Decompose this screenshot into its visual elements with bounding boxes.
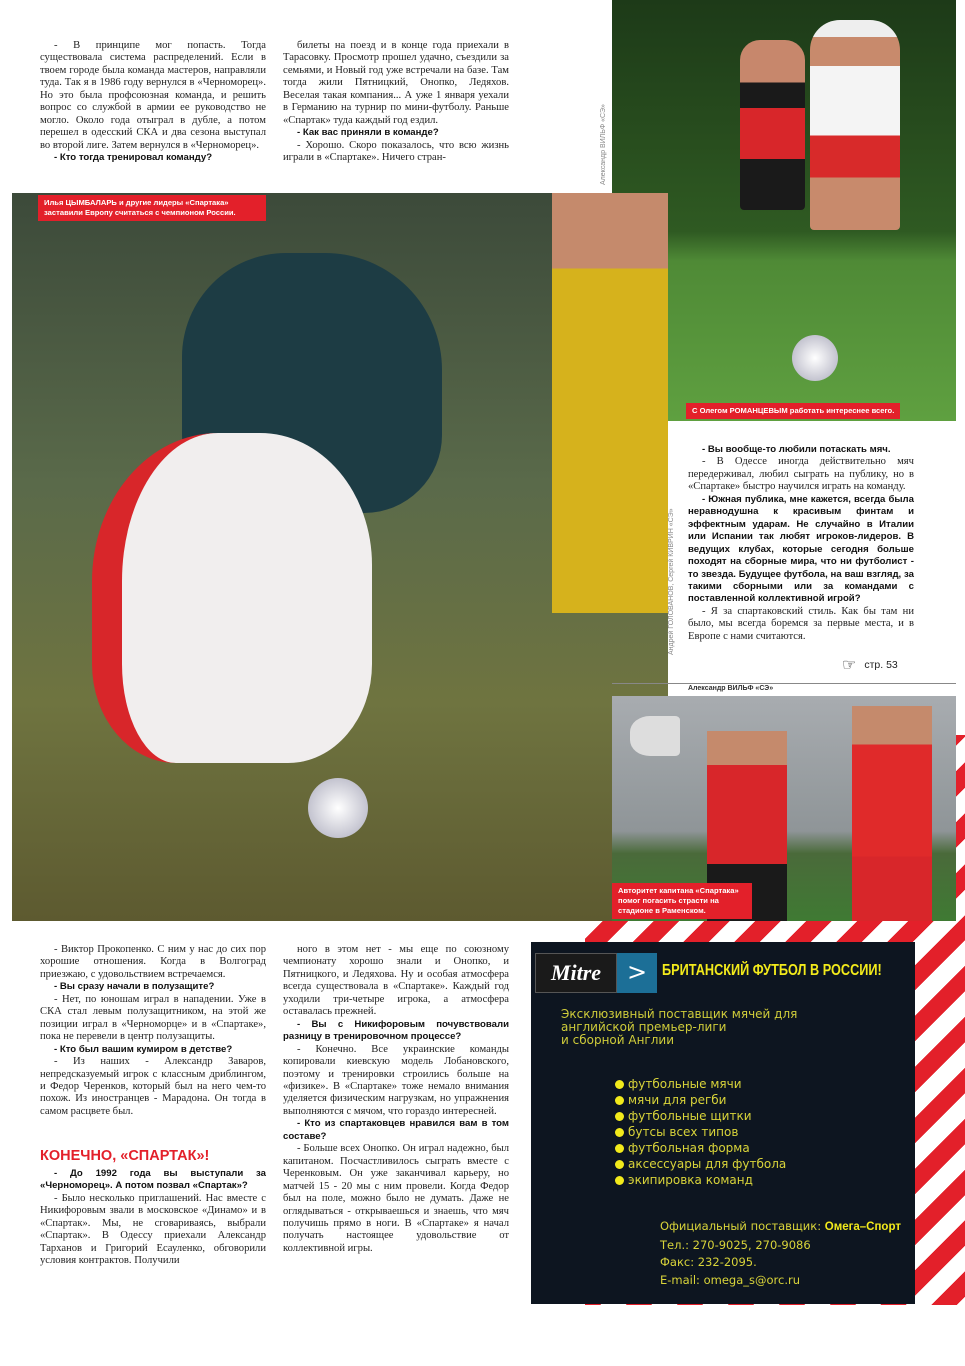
- ball: [792, 335, 838, 381]
- paragraph: билеты на поезд и в конце года приехали в Тарасовку. Просмотр прошел удачно, съездили за семьями, и Новый год уже встречали на базе. Там тогда жили Пятницкий, Онопко, Ледяхов. Веселая такая компания... А уже 1 января уехали в Германию на турнир по мини-футболу. Раньше «Спартак» туда каждый год ездил.: [283, 40, 509, 126]
- continued-page: стр. 53: [864, 659, 898, 671]
- referee-figure: [552, 193, 668, 613]
- list-item: футбольная форма: [615, 1140, 786, 1156]
- list-item: бутсы всех типов: [615, 1124, 786, 1140]
- paragraph: - Хорошо. Скоро показалось, что всю жизнь играли в «Спартаке». Ничего стран-: [283, 139, 509, 164]
- article-column-bottom-2: [283, 944, 509, 1255]
- fax: Факс: 232-2095.: [660, 1255, 757, 1269]
- interview-question: - До 1992 года вы выступали за «Черноморец». А потом позвал «Спартак»?: [40, 1168, 266, 1192]
- interview-question: - Южная публика, мне кажется, всегда была неравнодушна к красивым финтам и эффектным ударам. Не случайно в Италии или Испании так любят игроков-лидеров. В ведущих клубах, которые сегодня больше походят на сборные мира, что ни футболист - то звезда. Будущее футбола, на ваш взгляд, за такими сборными или за командами с поставленной коллективной игрой?: [688, 493, 914, 605]
- paragraph: - Виктор Прокопенко. С ним у нас до сих пор хорошие отношения. Когда в Волгоград приезжаю, с удовольствием встречаемся.: [40, 944, 266, 980]
- article-column-bottom-1: [40, 944, 266, 1118]
- section-heading: КОНЕЧНО, «СПАРТАК»!: [40, 1148, 210, 1164]
- ad-intro: [561, 1008, 797, 1047]
- ad-contact: [660, 1218, 901, 1289]
- email-link[interactable]: E-mail: omega_s@orc.ru: [660, 1272, 800, 1287]
- paragraph: - Было несколько приглашений. Нас вместе с Никифоровым звали в московское «Динамо» и в «Спартак». Мы, не сговариваясь, выбрали «Спартак». В Одессу приехали Александр Тарханов и Григорий Есауленко, обговорили условия контрактов. Получили: [40, 1192, 266, 1267]
- training-caption: С Олегом РОМАНЦЕВЫМ работать интереснее всего.: [686, 403, 900, 419]
- interview-question: - Вы с Никифоровым почувствовали разницу в тренировочном процессе?: [283, 1018, 509, 1043]
- coach-figure: [740, 40, 805, 210]
- supplier-name: Омега–Спорт: [824, 1221, 901, 1233]
- supplier-label: Официальный поставщик:: [660, 1219, 822, 1233]
- article-column-top-1: [40, 40, 266, 165]
- megaphone: [630, 716, 680, 756]
- list-item: футбольные мячи: [615, 1076, 786, 1092]
- captain-caption: Авторитет капитана «Спартака» помог погасить страсти на стадионе в Раменском.: [612, 883, 752, 919]
- paragraph: - В Одессе иногда действительно мяч передерживал, любил сыграть на публику, но в «Спартаке» быстро научился играть на команду.: [688, 456, 914, 493]
- photo-credit-training: Александр ВИЛЬФ «СЭ»: [600, 104, 607, 185]
- paragraph: - В принципе мог попасть. Тогда существовала система распределений. Если в твоем городе была команда мастеров, направляли туда. Так я в 1986 году вернулся в «Черноморец». Но это была профсоюзная команда, и решить вопрос со службой в армии ее руководство не могло. Около года отыграл в дубле, а потом перешел в одесский СКА и два сезона выступал во второй лиге. Затем вернулся в «Черноморец».: [40, 40, 266, 151]
- spartak-player-figure: [92, 433, 372, 763]
- list-item: аксессуары для футбола: [615, 1156, 786, 1172]
- paragraph: - Я за спартаковский стиль. Как бы там ни было, мы всегда боремся за первые места, и в Европе с нами считаются.: [688, 605, 914, 642]
- paragraph: - Из наших - Александр Заваров, непредсказуемый игрок с классным дриблингом, и Федор Черенков, который был на него чем-то похож. Из иностранцев - Марадона. Он тогда в самом расцвете был.: [40, 1056, 266, 1117]
- photo-credit-main: Андрей ГОЛОВАНОВ, Сергей КИВРИН «СЭ»: [668, 508, 675, 655]
- captain-photo: [612, 696, 956, 921]
- article-column-top-2: [283, 40, 509, 165]
- paragraph: - Больше всех Онопко. Он играл надежно, был капитаном. Посчастливилось сыграть вместе с Черенковым. Он уже заканчивал карьеру, но матчей 15 - 20 мы с ним провели. Когда Федор был на поле, можно было не думать. Даже не оглядываться - открываешься и знаешь, что мяч получишь прямо в ноги. В «Спартаке» я начал получать настоящее удовольствие от коллективной игры.: [283, 1143, 509, 1254]
- list-item: футбольные щитки: [615, 1108, 786, 1124]
- interview-question: - Как вас приняли в команде?: [297, 127, 439, 139]
- ad-intro-line: английской премьер-лиги: [561, 1020, 727, 1034]
- main-match-photo: [12, 193, 668, 921]
- paragraph: ного в этом нет - мы еще по союзному чемпионату хорошо знали и Онопко, и Пятницкого, и Ледяхова. Ну и особая атмосфера всегда существовала в «Спартаке». Каждый год уходили три-четыре игрока, а атмосфера оставалась прежней.: [283, 944, 509, 1018]
- interview-question: - Вы сразу начали в полузащите?: [54, 981, 215, 993]
- paragraph: - Конечно. Все украинские команды копировали киевскую модель Лобановского, поэтому и тренировки строились больше на «физике». В «Спартаке» тоже немало внимания уделяется физическим нагрузкам, но упражнения выполняются с мячом, что гораздо интересней.: [283, 1043, 509, 1117]
- continued-link[interactable]: [842, 655, 898, 675]
- ad-intro-line: и сборной Англии: [561, 1033, 674, 1047]
- ad-product-list: [615, 1076, 786, 1188]
- interview-question: - Кто из спартаковцев нравился вам в том составе?: [283, 1118, 509, 1142]
- article-column-bottom-1b: [40, 1168, 266, 1268]
- mitre-advertisement: [531, 942, 915, 1304]
- list-item: экипировка команд: [615, 1172, 786, 1188]
- ball: [308, 778, 368, 838]
- ad-title: БРИТАНСКИЙ ФУТБОЛ В РОССИИ!: [662, 962, 882, 979]
- photo-credit-captain: Александр ВИЛЬФ «СЭ»: [688, 685, 774, 692]
- interview-question: - Кто был вашим кумиром в детстве?: [54, 1043, 233, 1055]
- arrow-icon: >: [617, 953, 657, 993]
- list-item: мячи для регби: [615, 1092, 786, 1108]
- player-figure: [852, 706, 932, 921]
- main-photo-caption: Илья ЦЫМБАЛАРЬ и другие лидеры «Спартака» заставили Европу считаться с чемпионом России.: [38, 195, 266, 221]
- article-column-right: [688, 444, 914, 643]
- phone: Тел.: 270-9025, 270-9086: [660, 1237, 811, 1252]
- ad-intro-line: Эксклюзивный поставщик мячей для: [561, 1007, 798, 1021]
- interview-question: - Кто тогда тренировал команду?: [54, 152, 213, 164]
- interview-question: - Вы вообще-то любили потаскать мяч.: [702, 444, 891, 455]
- paragraph: - Нет, по юношам играл в нападении. Уже в СКА стал левым полузащитником, на этой же позиции играл в «Черноморце» и в «Спартаке», пока не перевели в центр полузащиты.: [40, 993, 266, 1043]
- player-figure: [810, 20, 900, 230]
- mitre-logo: Mitre: [535, 953, 617, 993]
- pointing-hand-icon: ☞: [842, 657, 857, 674]
